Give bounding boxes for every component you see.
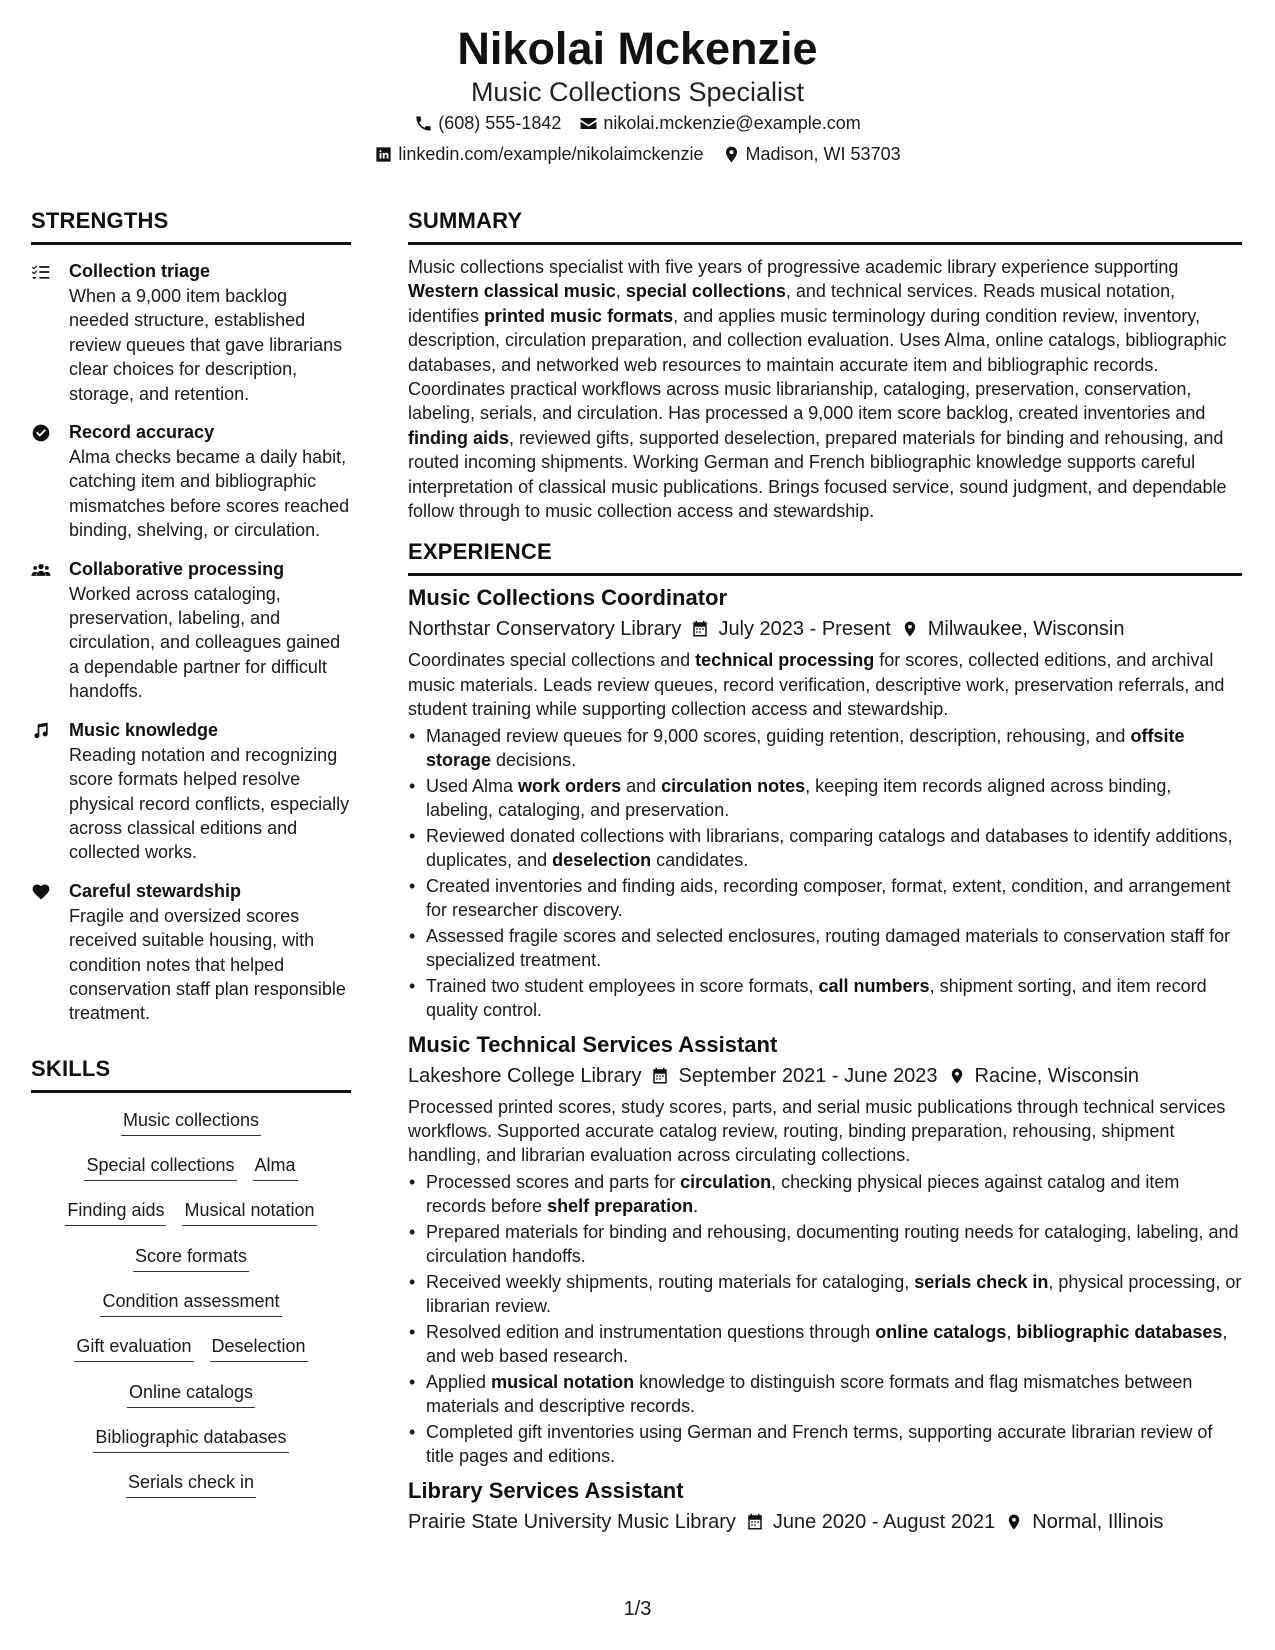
text-run: Assessed fragile scores and selected enclosures, routing damaged materials to conservation staff for specialized treatment. bbox=[426, 925, 1231, 971]
linkedin-icon bbox=[374, 145, 393, 164]
strength-item bbox=[31, 879, 351, 1026]
strengths-heading: STRENGTHS bbox=[31, 206, 351, 245]
skill-tag: Special collections bbox=[84, 1152, 236, 1181]
bold-keyword: musical notation bbox=[491, 1371, 635, 1392]
job-meta bbox=[408, 1061, 1242, 1091]
bold-keyword: work orders bbox=[518, 775, 622, 796]
text-run: Completed gift inventories using German and French terms, supporting accurate librarian review of title pages and editions. bbox=[426, 1421, 1213, 1467]
text-run: Processed scores and parts for bbox=[426, 1171, 681, 1192]
text-run: Managed review queues for 9,000 scores, guiding retention, description, rehousing, and bbox=[426, 725, 1131, 746]
email-text[interactable]: nikolai.mckenzie@example.com bbox=[603, 113, 861, 133]
bullet-item bbox=[408, 1220, 1242, 1269]
skill-tag: Musical notation bbox=[182, 1197, 316, 1226]
skill-row bbox=[31, 1469, 351, 1514]
text-run: , reviewed gifts, supported deselection, prepared materials for binding and rehousing, and routed incoming shipments. Working German and French bibliographic knowledge supports careful interpretation of classical music publications. Brings focused service, sound judgment, and dependable follow through to music collection access and stewardship. bbox=[408, 427, 1227, 522]
bullet-item bbox=[408, 724, 1242, 773]
text-run: for scores, collected editions, and archival music materials. Leads review queues, record verification, descriptive work, preservation referrals, and student training while supporting collection access and stewardship. bbox=[408, 650, 1225, 720]
bullet-item bbox=[408, 774, 1242, 823]
left-column bbox=[31, 206, 351, 1514]
bullet-item bbox=[408, 824, 1242, 873]
job-description bbox=[408, 648, 1242, 721]
job-title: Library Services Assistant bbox=[408, 1477, 684, 1503]
bullet-item bbox=[408, 924, 1242, 973]
skill-tag: Gift evaluation bbox=[74, 1333, 193, 1362]
strength-title: Collaborative processing bbox=[69, 558, 285, 579]
job-location bbox=[901, 614, 1125, 644]
skills-heading: SKILLS bbox=[31, 1054, 351, 1093]
contact-row-1 bbox=[0, 108, 1275, 139]
dates-text: June 2020 - August 2021 bbox=[772, 1510, 996, 1533]
bold-keyword: Western classical music bbox=[408, 281, 616, 302]
strength-title: Record accuracy bbox=[69, 422, 215, 443]
skill-row bbox=[31, 1107, 351, 1152]
strength-item bbox=[31, 259, 351, 406]
text-run: Applied bbox=[426, 1371, 492, 1392]
text-run: Prepared materials for binding and rehousing, documenting routing needs for cataloging, labeling, and circulation handoffs. bbox=[426, 1221, 1239, 1267]
summary-heading: SUMMARY bbox=[408, 206, 1242, 245]
dates-text: September 2021 - June 2023 bbox=[678, 1064, 938, 1087]
page-number: 1/3 bbox=[623, 1598, 652, 1620]
calendar-icon bbox=[746, 1513, 764, 1531]
location-text: Normal, Illinois bbox=[1032, 1510, 1164, 1533]
skill-tag: Serials check in bbox=[126, 1469, 256, 1498]
summary-text bbox=[408, 255, 1242, 523]
bold-keyword: circulation notes bbox=[661, 775, 806, 796]
contact-row-2 bbox=[0, 139, 1275, 170]
resume-header bbox=[0, 22, 1275, 170]
bullet-item bbox=[408, 1370, 1242, 1419]
bold-keyword: bibliographic databases bbox=[1016, 1321, 1223, 1342]
text-run: , shipment sorting, and item record quality control. bbox=[426, 975, 1207, 1021]
text-run: decisions. bbox=[491, 750, 577, 771]
skill-tag: Score formats bbox=[133, 1243, 249, 1272]
strength-desc: Reading notation and recognizing score formats helped resolve physical record conflicts, especially across classical editions and collected works. bbox=[69, 744, 350, 863]
check-circle-icon bbox=[31, 423, 51, 443]
text-run: Processed printed scores, study scores, parts, and serial music publications through technical services workflows. Supported accurate catalog review, routing, binding preparation, rehousing, shipment handling, and librarian evaluation across circulating collections. bbox=[408, 1096, 1226, 1166]
text-run: Reviewed donated collections with librarians, comparing catalogs and databases to identify additions, duplicates, and bbox=[426, 825, 1233, 871]
location-text: Milwaukee, Wisconsin bbox=[927, 618, 1125, 641]
job-description bbox=[408, 1095, 1242, 1168]
skill-tag: Music collections bbox=[121, 1107, 261, 1136]
job-location bbox=[1005, 1507, 1163, 1537]
skill-row bbox=[31, 1288, 351, 1333]
strength-item bbox=[31, 420, 351, 543]
text-run: knowledge to distinguish score formats and flag mismatches between materials and descriptive records. bbox=[426, 1371, 1193, 1417]
heart-icon bbox=[31, 882, 51, 902]
bold-keyword: technical processing bbox=[695, 650, 875, 671]
bold-keyword: finding aids bbox=[408, 427, 509, 448]
map-pin-icon bbox=[1005, 1513, 1023, 1531]
map-pin-icon bbox=[901, 620, 919, 638]
music-note-icon bbox=[31, 721, 51, 741]
text-run: , keeping item records aligned across binding, labeling, cataloging, and preservation. bbox=[426, 775, 1172, 821]
linkedin-text[interactable]: linkedin.com/example/nikolaimckenzie bbox=[398, 144, 704, 164]
bullet-item bbox=[408, 1270, 1242, 1319]
bold-keyword: circulation bbox=[680, 1171, 772, 1192]
skill-tag: Finding aids bbox=[65, 1197, 166, 1226]
bold-keyword: printed music formats bbox=[484, 305, 674, 326]
strength-desc: Alma checks became a daily habit, catching item and bibliographic mismatches before scores reached binding, shelving, or circulation. bbox=[69, 447, 350, 541]
envelope-icon bbox=[579, 114, 598, 133]
bullet-item bbox=[408, 1320, 1242, 1369]
text-run: candidates. bbox=[651, 850, 749, 871]
text-run: , and applies music terminology during condition review, inventory, description, circulation preparation, and collection evaluation. Uses Alma, online catalogs, bibliographic databases, and networked web resources to maintain accurate item and bibliographic records. Coordinates practical workflows across music librarianship, cataloging, preservation, conservation, labeling, serials, and circulation. Has processed a 9,000 item score backlog, created inventories and bbox=[408, 305, 1227, 424]
phone-text: (608) 555-1842 bbox=[438, 113, 562, 133]
strength-desc: When a 9,000 item backlog needed structure, established review queues that gave librarians clear choices for description, storage, and retention. bbox=[69, 286, 343, 404]
experience-heading: EXPERIENCE bbox=[408, 537, 1242, 576]
bold-keyword: shelf preparation bbox=[547, 1196, 694, 1217]
checklist-icon bbox=[31, 262, 51, 282]
skill-row bbox=[31, 1152, 351, 1197]
map-pin-icon bbox=[722, 145, 741, 164]
strength-title: Collection triage bbox=[69, 261, 211, 281]
dates-text: July 2023 - Present bbox=[718, 618, 891, 641]
text-run: . bbox=[693, 1196, 699, 1217]
text-run: , and web based research. bbox=[426, 1321, 1228, 1367]
bullet-item bbox=[408, 1420, 1242, 1469]
job-bullets bbox=[408, 724, 1242, 1023]
text-run: and bbox=[621, 775, 662, 796]
text-run: Resolved edition and instrumentation questions through bbox=[426, 1321, 876, 1342]
bullet-item bbox=[408, 874, 1242, 923]
job-title: Music Collections Coordinator bbox=[408, 585, 728, 611]
location-text: Racine, Wisconsin bbox=[974, 1064, 1140, 1087]
strength-desc: Fragile and oversized scores received suitable housing, with condition notes that helped conservation staff plan responsible treatment. bbox=[69, 905, 346, 1024]
bullet-item bbox=[408, 974, 1242, 1023]
job-dates bbox=[691, 614, 890, 644]
location-item bbox=[722, 139, 901, 170]
skill-row bbox=[31, 1333, 351, 1378]
strength-desc: Worked across cataloging, preservation, labeling, and circulation, and colleagues gained a dependable partner for difficult handoffs. bbox=[69, 583, 341, 702]
bold-keyword: deselection bbox=[552, 850, 652, 871]
strength-item bbox=[31, 557, 351, 704]
skill-tag: Condition assessment bbox=[100, 1288, 281, 1317]
skill-tag: Online catalogs bbox=[127, 1379, 255, 1408]
text-run: , physical processing, or librarian review. bbox=[426, 1271, 1242, 1317]
job-entry bbox=[408, 582, 1242, 1022]
experience-list bbox=[408, 582, 1242, 1536]
bold-keyword: call numbers bbox=[818, 975, 930, 996]
strength-title: Careful stewardship bbox=[69, 880, 242, 901]
job-title: Music Technical Services Assistant bbox=[408, 1031, 778, 1057]
phone-item bbox=[414, 108, 561, 139]
skill-tag: Deselection bbox=[210, 1333, 308, 1362]
skill-tag: Bibliographic databases bbox=[93, 1424, 288, 1453]
map-pin-icon bbox=[948, 1067, 966, 1085]
job-location bbox=[948, 1061, 1140, 1091]
job-dates bbox=[746, 1507, 995, 1537]
job-bullets bbox=[408, 1170, 1242, 1469]
right-column bbox=[408, 206, 1242, 1537]
skill-row bbox=[31, 1424, 351, 1469]
text-run: , and technical services. Reads musical notation, identifies bbox=[408, 281, 1176, 326]
bold-keyword: special collections bbox=[625, 281, 786, 302]
text-run: Received weekly shipments, routing materials for cataloging, bbox=[426, 1271, 915, 1292]
skill-tag: Alma bbox=[253, 1152, 298, 1181]
calendar-icon bbox=[651, 1067, 669, 1085]
users-icon bbox=[31, 560, 51, 580]
bold-keyword: serials check in bbox=[914, 1271, 1049, 1292]
candidate-name: Nikolai Mckenzie bbox=[457, 23, 818, 74]
bold-keyword: offsite storage bbox=[426, 725, 1185, 771]
employer: Prairie State University Music Library bbox=[408, 1510, 736, 1533]
text-run: Music collections specialist with five years of progressive academic library experience supporting bbox=[408, 257, 1179, 277]
text-run: Trained two student employees in score formats, bbox=[426, 975, 819, 996]
text-run: Created inventories and finding aids, recording composer, format, extent, condition, and arrangement for researcher discovery. bbox=[426, 875, 1231, 921]
text-run: Used Alma bbox=[426, 775, 519, 796]
text-run: Coordinates special collections and bbox=[408, 650, 696, 671]
email-item[interactable] bbox=[579, 108, 860, 139]
calendar-icon bbox=[691, 620, 709, 638]
employer: Lakeshore College Library bbox=[408, 1064, 642, 1087]
candidate-title: Music Collections Specialist bbox=[470, 77, 805, 107]
employer: Northstar Conservatory Library bbox=[408, 618, 682, 641]
skill-row bbox=[31, 1379, 351, 1424]
skill-row bbox=[31, 1243, 351, 1288]
bold-keyword: online catalogs bbox=[875, 1321, 1007, 1342]
strength-item bbox=[31, 718, 351, 865]
job-entry bbox=[408, 1475, 1242, 1537]
bullet-item bbox=[408, 1170, 1242, 1219]
job-entry bbox=[408, 1029, 1242, 1469]
skills-list bbox=[31, 1107, 351, 1515]
strength-title: Music knowledge bbox=[69, 719, 219, 740]
text-run: , checking physical pieces against catalog and item records before bbox=[426, 1171, 1180, 1217]
phone-icon bbox=[414, 114, 433, 133]
job-meta bbox=[408, 614, 1242, 644]
job-dates bbox=[651, 1061, 937, 1091]
location-text: Madison, WI 53703 bbox=[745, 144, 901, 164]
linkedin-item[interactable] bbox=[374, 139, 703, 170]
skill-row bbox=[31, 1197, 351, 1242]
text-run: , bbox=[615, 281, 626, 302]
text-run: , bbox=[1006, 1321, 1017, 1342]
job-meta bbox=[408, 1507, 1242, 1537]
